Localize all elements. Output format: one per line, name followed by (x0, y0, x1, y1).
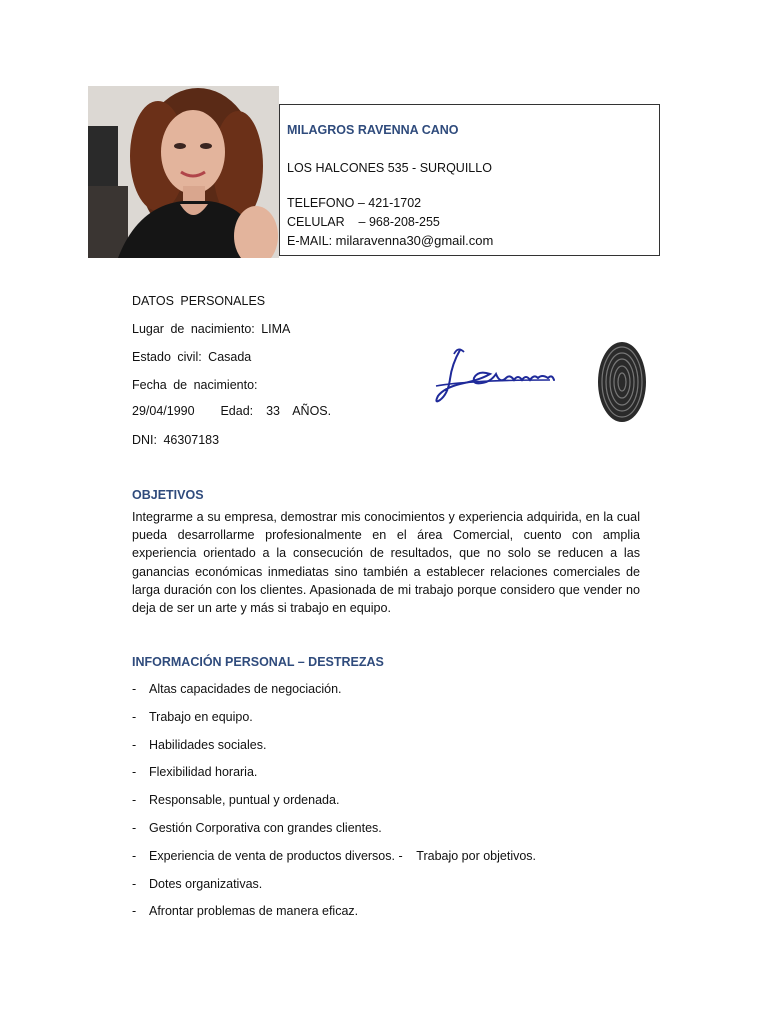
full-name: MILAGROS RAVENNA CANO (287, 123, 459, 137)
list-item: - Gestión Corporativa con grandes clientes. (132, 820, 382, 835)
list-item: - Afrontar problemas de manera eficaz. (132, 904, 359, 919)
skills-list (132, 682, 536, 932)
list-item: - Dotes organizativas. (132, 876, 263, 891)
list-item: - Responsable, puntual y ordenada. (132, 793, 340, 808)
list-item: - Habilidades sociales. (132, 737, 267, 752)
email-value: milaravenna30@gmail.com (335, 233, 494, 248)
objectives-text: Integrarme a su empresa, demostrar mis conocimientos y experiencia adquirida, en la cual pueda desarrollarme profesionalmente en el área Comercial, cuento con amplia experiencia orientado a la consecución de resultados, que no solo se reducen a las ganancias económicas inmediatas sino también a establecer relaciones comerciales de larga duración con los clientes. Apasionada de mi trabajo porque considero que vender no deja de ser un arte y más si trabajo en equipo. (132, 510, 640, 616)
cellphone: CELULAR – 968-208-255 (287, 215, 440, 229)
phone: TELEFONO – 421-1702 (287, 196, 422, 210)
personal-data-title: DATOS PERSONALES (132, 294, 266, 308)
signature-image (430, 344, 560, 410)
objectives-title: OBJETIVOS (132, 488, 204, 502)
birthdate-label: Fecha de nacimiento: (132, 378, 258, 392)
address: LOS HALCONES 535 - SURQUILLO (287, 161, 492, 175)
list-item: - Altas capacidades de negociación. (132, 682, 342, 696)
birthplace: Lugar de nacimiento: LIMA (132, 322, 291, 336)
dni: DNI: 46307183 (132, 433, 220, 447)
profile-photo (88, 86, 279, 258)
fingerprint-image (596, 340, 648, 424)
list-item: - Flexibilidad horaria. (132, 765, 258, 780)
birthdate-age: 29/04/1990 Edad: 33 AÑOS. (132, 404, 332, 418)
contact-box (279, 104, 660, 256)
skills-title: INFORMACIÓN PERSONAL – DESTREZAS (132, 655, 384, 669)
email (287, 233, 493, 248)
email-label: E-MAIL: (287, 234, 336, 248)
list-item: - Trabajo en equipo. (132, 709, 253, 724)
list-item: - Experiencia de venta de productos diversos. - Trabajo por objetivos. (132, 848, 537, 863)
civil-status: Estado civil: Casada (132, 350, 252, 364)
